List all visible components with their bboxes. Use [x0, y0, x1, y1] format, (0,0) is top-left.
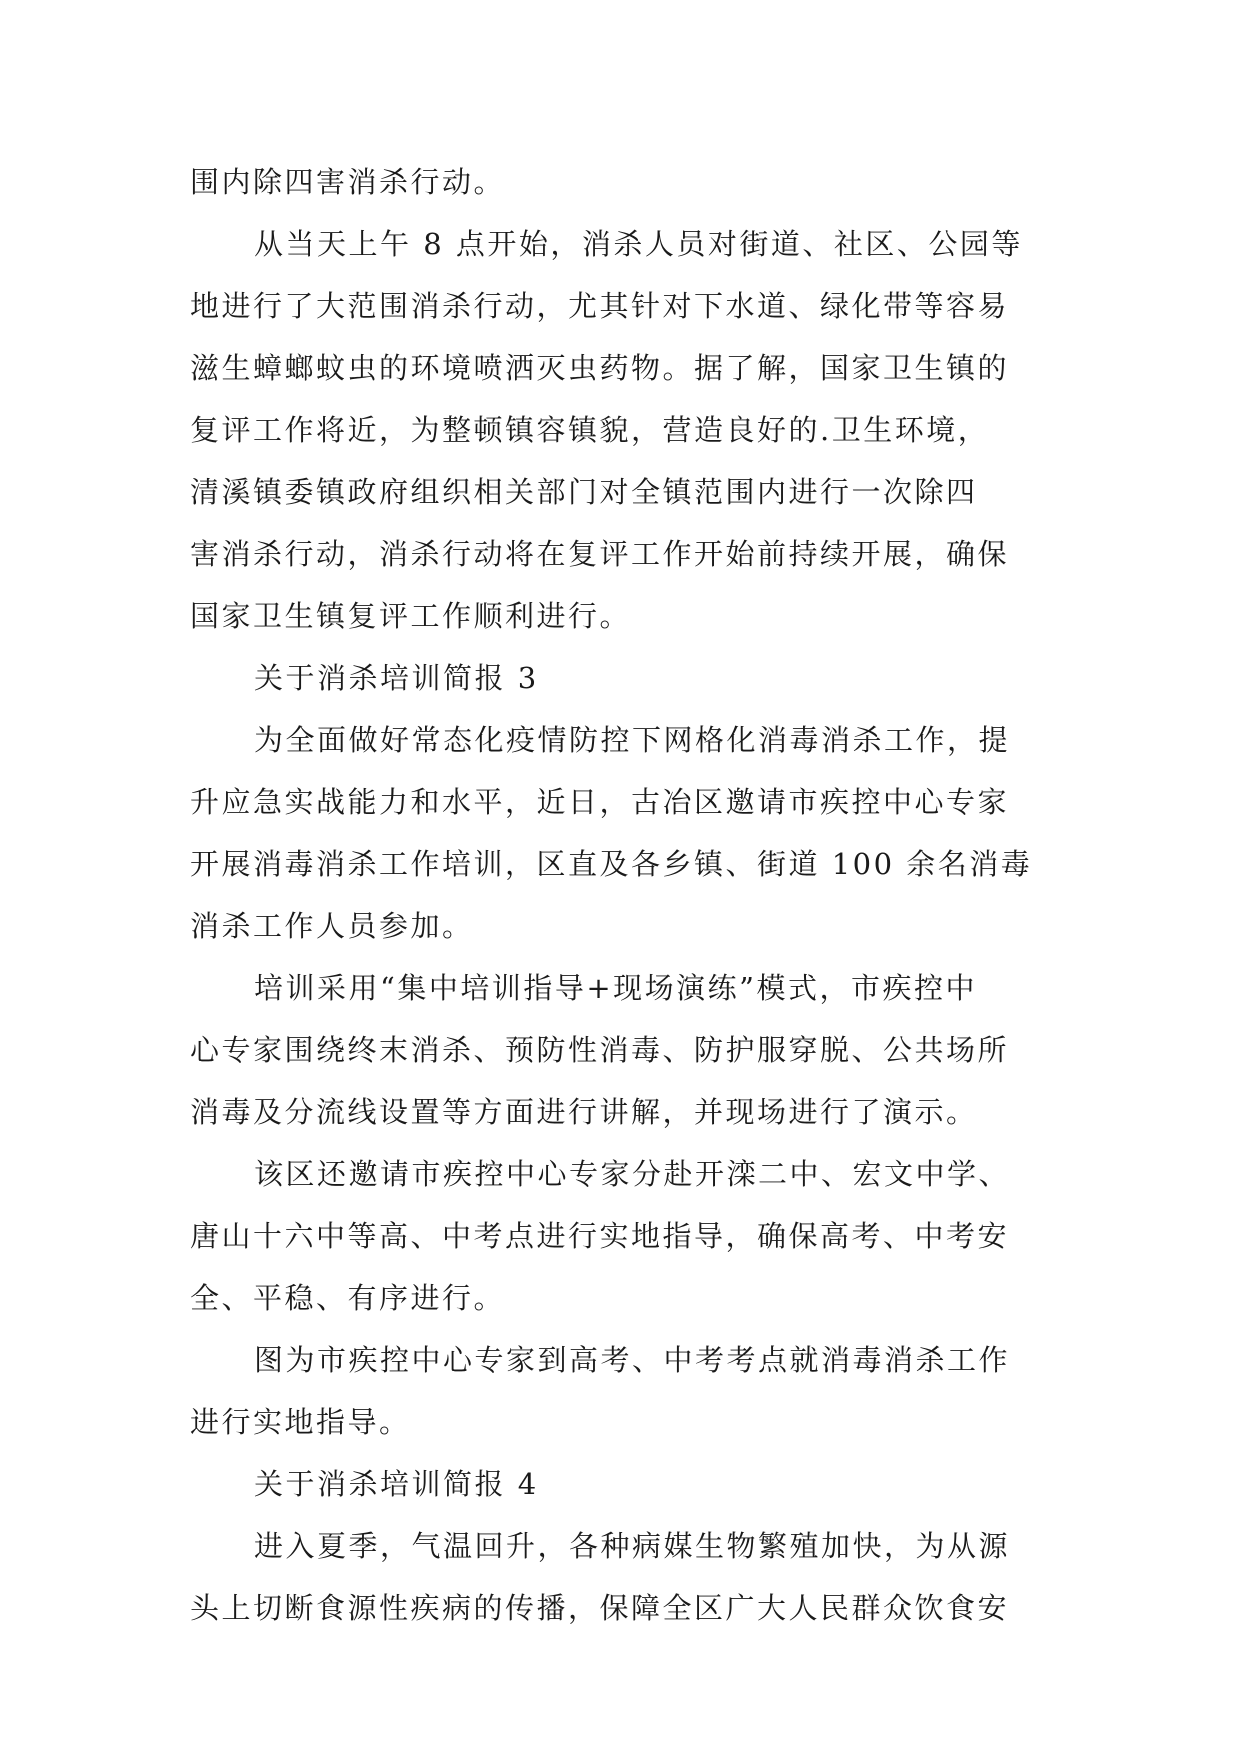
text-line: 唐山十六中等高、中考点进行实地指导，确保高考、中考安: [190, 1219, 1010, 1253]
text-line: 地进行了大范围消杀行动，尤其针对下水道、绿化带等容易: [190, 289, 1010, 323]
section-heading: 关于消杀培训简报 4: [254, 1467, 539, 1501]
text-line: 滋生蟑螂蚊虫的环境喷洒灭虫药物。据了解，国家卫生镇的: [190, 351, 1010, 385]
text-line: 清溪镇委镇政府组织相关部门对全镇范围内进行一次除四: [190, 475, 978, 509]
text-line: 培训采用“集中培训指导+现场演练”模式，市疾控中: [254, 971, 977, 1005]
text-line: 图为市疾控中心专家到高考、中考考点就消毒消杀工作: [254, 1343, 1011, 1377]
text-line: 国家卫生镇复评工作顺利进行。: [190, 599, 632, 633]
text-line: 全、平稳、有序进行。: [190, 1281, 506, 1315]
text-line: 开展消毒消杀工作培训，区直及各乡镇、街道 100 余名消毒: [190, 847, 1033, 881]
document-page: [190, 151, 1060, 1639]
text-line: 头上切断食源性疾病的传播，保障全区广大人民群众饮食安: [190, 1591, 1010, 1625]
text-line: 从当天上午 8 点开始，消杀人员对街道、社区、公园等: [254, 227, 1023, 261]
section-heading: 关于消杀培训简报 3: [254, 661, 539, 695]
text-line: 害消杀行动，消杀行动将在复评工作开始前持续开展，确保: [190, 537, 1010, 571]
text-line: 心专家围绕终末消杀、预防性消毒、防护服穿脱、公共场所: [190, 1033, 1010, 1067]
text-line: 进行实地指导。: [190, 1405, 411, 1439]
text-line: 进入夏季，气温回升，各种病媒生物繁殖加快，为从源: [254, 1529, 1011, 1563]
text-line: 该区还邀请市疾控中心专家分赴开滦二中、宏文中学、: [254, 1157, 1011, 1191]
text-line: 消毒及分流线设置等方面进行讲解，并现场进行了演示。: [190, 1095, 978, 1129]
text-line: 升应急实战能力和水平，近日，古冶区邀请市疾控中心专家: [190, 785, 1010, 819]
text-line: 消杀工作人员参加。: [190, 909, 474, 943]
text-line: 复评工作将近，为整顿镇容镇貌，营造良好的.卫生环境，: [190, 413, 990, 447]
text-line: 为全面做好常态化疫情防控下网格化消毒消杀工作，提: [254, 723, 1011, 757]
text-line: 围内除四害消杀行动。: [190, 165, 506, 199]
